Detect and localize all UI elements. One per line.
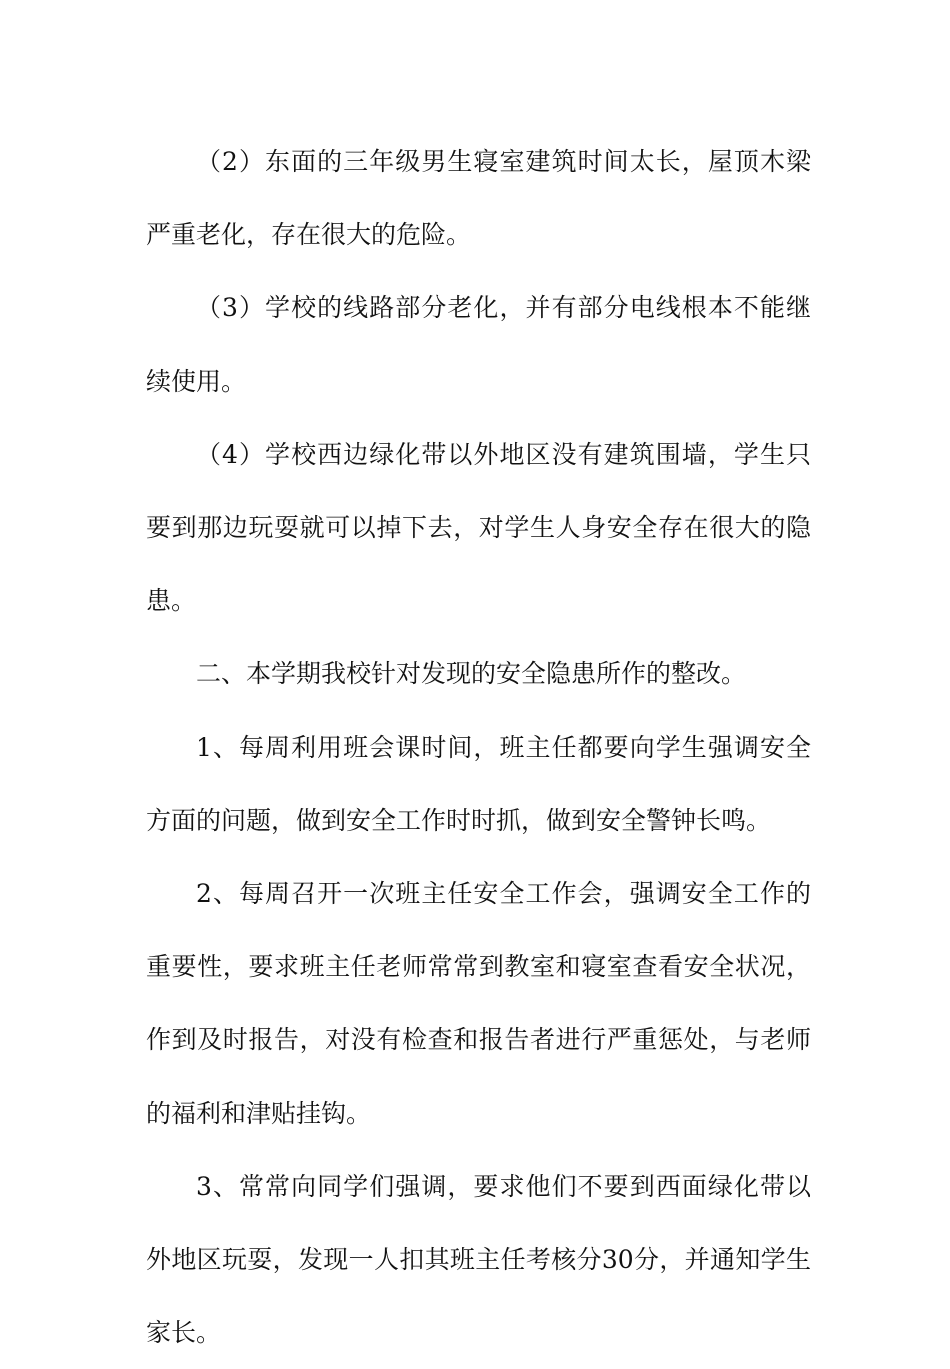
paragraph-item-3: 3、常常向同学们强调，要求他们不要到西面绿化带以外地区玩耍，发现一人扣其班主任考核分30分，并通知学生家长。: [146, 1171, 811, 1348]
paragraph-item-1: 1、每周利用班会课时间，班主任都要向学生强调安全方面的问题，做到安全工作时时抓，做到安全警钟长鸣。: [146, 732, 811, 835]
paragraph-dormitory-hazard: （2）东面的三年级男生寝室建筑时间太长，屋顶木梁严重老化，存在很大的危险。: [146, 147, 811, 250]
paragraph-wiring-hazard: （3）学校的线路部分老化，并有部分电线根本不能继续使用。: [146, 293, 811, 396]
paragraph-wall-hazard: （4）学校西边绿化带以外地区没有建筑围墙，学生只要到那边玩耍就可以掉下去，对学生人身安全存在很大的隐患。: [146, 439, 811, 616]
document-body: [146, 125, 811, 1369]
section-heading-rectification: 二、本学期我校针对发现的安全隐患所作的整改。: [196, 659, 747, 689]
paragraph-item-2: 2、每周召开一次班主任安全工作会，强调安全工作的重要性，要求班主任老师常常到教室和寝室查看安全状况，作到及时报告，对没有检查和报告者进行严重惩处，与老师的福利和津贴挂钩。: [146, 879, 811, 1128]
